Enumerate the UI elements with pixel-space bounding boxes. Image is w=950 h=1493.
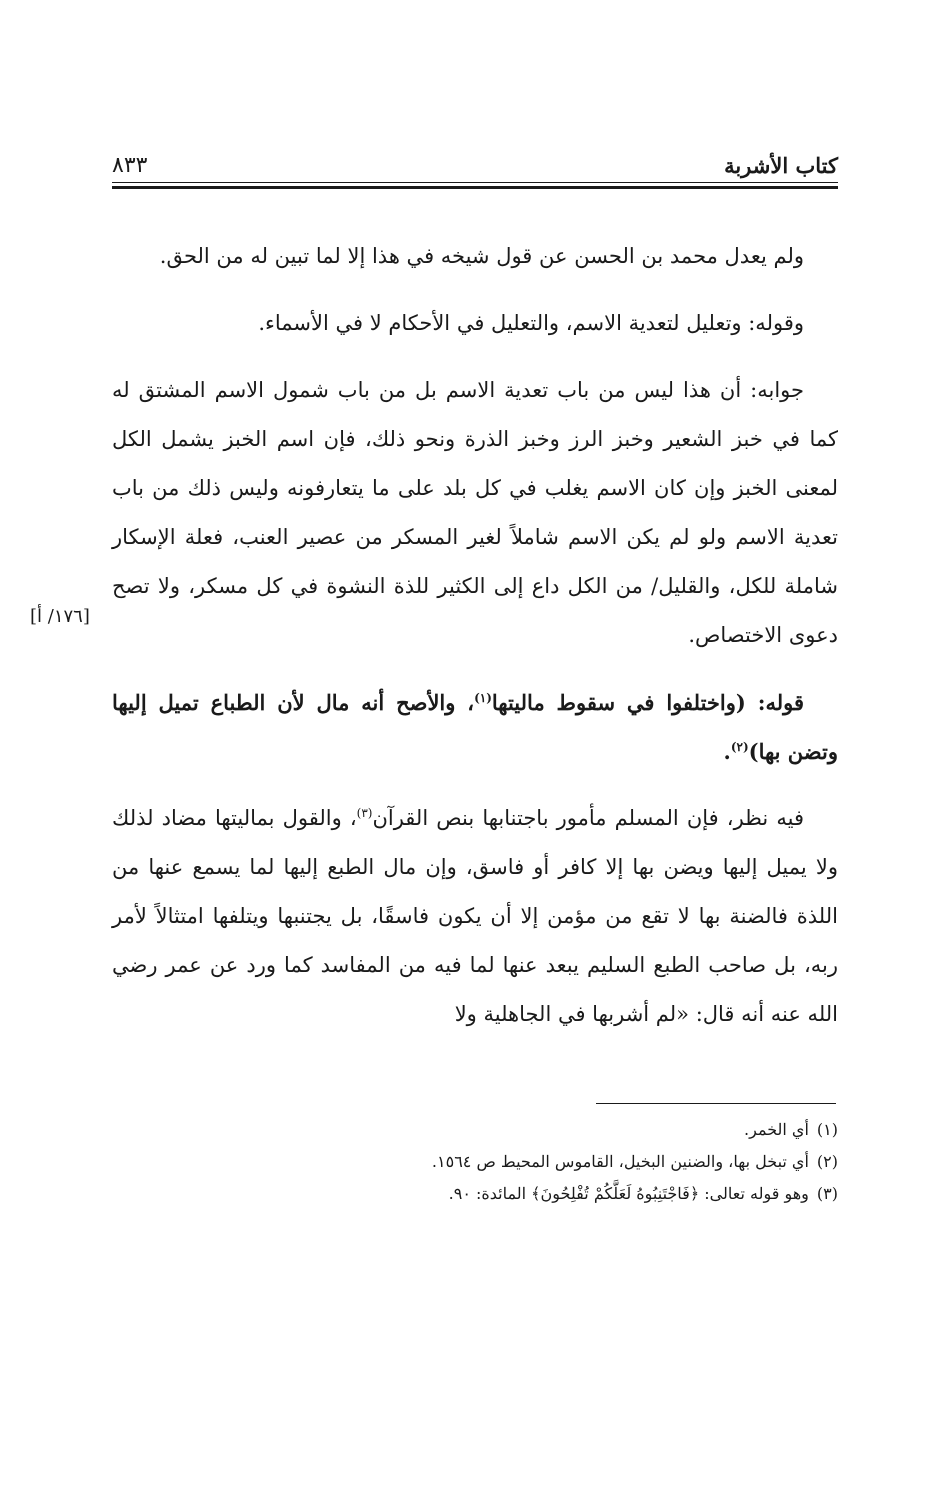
paragraph-3: جوابه: أن هذا ليس من باب تعدية الاسم بل من باب شمول الاسم المشتق له كما في خبز الشعير وخبز الرز وخبز الذرة ونحو ذلك، فإن اسم الخبز يشمل الكل لمعنى الخبز وإن كان الاسم يغلب في كل بلد على ما يتعارفونه وليس ذلك من باب تعدية الاسم ولو لم يكن الاسم شاملاً لغير المسكر من عصير العنب، فعلة الإسكار شاملة للكل، والقليل/ من الكل داع إلى الكثير للذة النشوة في كل مسكر، ولا تصح دعوى الاختصاص. [112,378,838,647]
footnote-1 [112,1114,838,1146]
main-text [112,232,838,1039]
running-title: كتاب الأشربة [724,153,838,178]
quote-part-2: ، والأصح أنه مال لأن الطباع تميل إليها وتضن بها) [112,690,838,764]
footnote-number: (٢) [816,1152,838,1171]
manuscript-folio-ref: [١٧٦/ أ] [30,606,90,627]
footnote-text: وهو قوله تعالى: ﴿فَاجْتَنِبُوهُ لَعَلَّكُمْ تُفْلِحُونَ﴾ المائدة: ٩٠. [448,1184,809,1203]
paragraph-quote [112,678,838,776]
header-rule-thick [112,186,838,189]
page-header [112,138,838,178]
header-rule-thin [112,182,838,183]
footnote-2 [112,1146,838,1178]
footnotes [112,1114,838,1210]
footnote-separator [596,1103,836,1104]
page-number: ٨٣٣ [112,153,148,178]
footnote-text: أي تبخل بها، والضنين البخيل، القاموس المحيط ص ١٥٦٤. [431,1152,809,1171]
footnote-ref-3[interactable]: (٣) [356,806,373,820]
footnote-text: أي الخمر. [744,1120,809,1139]
footnote-number: (٣) [816,1184,838,1203]
footnote-ref-1[interactable]: (١) [474,691,492,705]
paragraph-5 [112,794,838,1039]
quote-part-3: . [723,739,731,764]
para5-part-1: فيه نظر، فإن المسلم مأمور باجتنابها بنص القرآن [372,806,804,830]
paragraph-1: ولم يعدل محمد بن الحسن عن قول شيخه في هذا إلا لما تبين له من الحق. [159,244,804,268]
quote-part-1: قوله: (واختلفوا في سقوط ماليتها [491,690,804,715]
para5-part-2: ، والقول بماليتها مضاد لذلك ولا يميل إليها ويضن بها إلا كافر أو فاسق، وإن مال الطبع إليها لما يسمع عنها من اللذة فالضنة بها لا تقع من مؤمن إلا أن يكون فاسقًا، بل يجتنبها ويتلفها امتثالاً لأمر ربه، بل صاحب الطبع السليم يبعد عنها لما فيه من المفاسد كما ورد عن عمر رضي الله عنه أنه قال: «لم أشربها في الجاهلية ولا [112,806,838,1026]
footnote-3 [112,1178,838,1210]
paragraph-2: وقوله: وتعليل لتعدية الاسم، والتعليل في الأحكام لا في الأسماء. [258,311,804,335]
footnote-number: (١) [816,1120,838,1139]
footnote-ref-2[interactable]: (٢) [730,740,749,754]
